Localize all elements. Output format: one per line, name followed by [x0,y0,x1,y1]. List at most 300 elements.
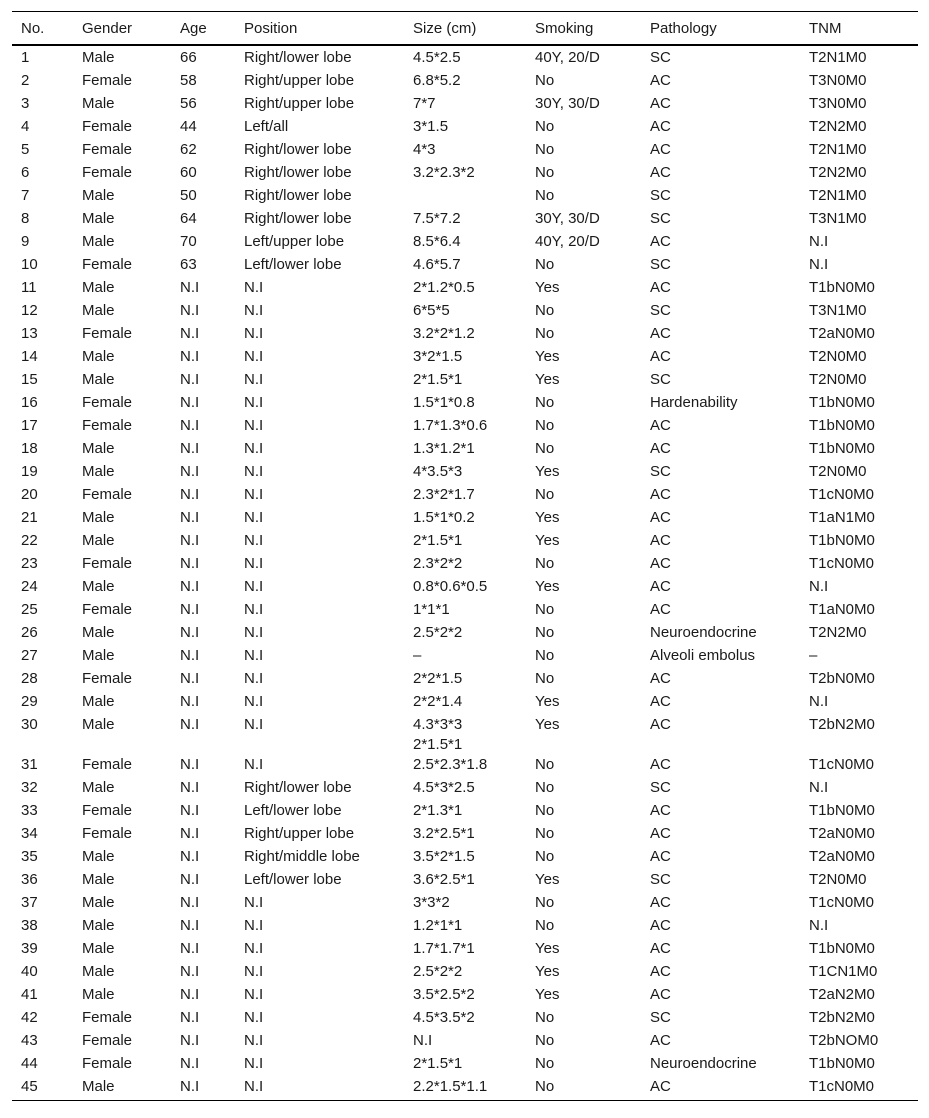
cell-no: 27 [21,647,38,664]
cell-smoking: No [535,440,555,457]
cell-position: N.I [244,917,264,934]
cell-size [404,1008,526,1031]
cell-position: Left/lower lobe [244,256,342,273]
cell-no: 17 [21,417,38,434]
size-value: 1*1*1 [413,601,450,618]
table-body [12,45,918,1101]
cell-size [404,554,526,577]
table-row [12,778,918,801]
cell-age: N.I [180,693,200,710]
cell-tnm: T1bN0M0 [809,394,875,411]
cell-size [404,232,526,255]
cell-pathology: AC [650,986,671,1003]
cell-size [404,893,526,916]
cell-position: N.I [244,325,264,342]
cell-tnm: T1cN0M0 [809,756,875,773]
cell-smoking: Yes [535,693,560,710]
cell-gender: Female [82,670,133,687]
cell-gender: Female [82,756,133,773]
cell-gender: Male [82,716,115,733]
cell-size [404,755,526,778]
table-row [12,324,918,347]
cell-no: 22 [21,532,38,549]
cell-position: N.I [244,509,264,526]
cell-gender: Female [82,1055,133,1072]
cell-size [404,600,526,623]
cell-no: 19 [21,463,38,480]
cell-tnm: T2N1M0 [809,141,867,158]
cell-position: N.I [244,532,264,549]
cell-gender: Male [82,233,115,250]
cell-position: Right/lower lobe [244,187,352,204]
cell-no: 44 [21,1055,38,1072]
cell-smoking: Yes [535,371,560,388]
cell-pathology: Neuroendocrine [650,624,757,641]
cell-size [404,209,526,232]
table-row [12,301,918,324]
cell-position: Right/lower lobe [244,164,352,181]
cell-age: N.I [180,601,200,618]
cell-smoking: No [535,555,555,572]
size-value: 2.3*2*1.7 [413,486,475,503]
cell-tnm: T2aN0M0 [809,848,875,865]
size-value: 3*2*1.5 [413,348,463,365]
cell-gender: Male [82,371,115,388]
size-value: 4.5*3.5*2 [413,1009,475,1026]
cell-no: 7 [21,187,30,204]
cell-age: N.I [180,371,200,388]
cell-gender: Female [82,486,133,503]
cell-size [404,255,526,278]
cell-age: N.I [180,848,200,865]
cell-gender: Male [82,871,115,888]
table-row [12,462,918,485]
cell-pathology: AC [650,716,671,733]
size-value: 2*1.5*1 [413,371,463,388]
size-value: 4*3 [413,141,436,158]
cell-gender: Male [82,95,115,112]
size-value: 1.7*1.7*1 [413,940,475,957]
cell-no: 28 [21,670,38,687]
cell-pathology: AC [650,486,671,503]
cell-smoking: Yes [535,532,560,549]
cell-smoking: No [535,325,555,342]
cell-tnm: T1bN0M0 [809,802,875,819]
cell-gender: Female [82,325,133,342]
cell-gender: Female [82,1009,133,1026]
cell-age: N.I [180,802,200,819]
table-row [12,916,918,939]
cell-tnm: T3N1M0 [809,210,867,227]
size-value: 2*2*1.4 [413,693,463,710]
cell-gender: Male [82,509,115,526]
cell-smoking: No [535,486,555,503]
table-row [12,646,918,669]
cell-position: N.I [244,1032,264,1049]
cell-position: N.I [244,440,264,457]
size-value: 1.5*1*0.8 [413,394,475,411]
cell-gender: Male [82,348,115,365]
cell-no: 26 [21,624,38,641]
cell-age: N.I [180,348,200,365]
table-row [12,755,918,778]
cell-age: 58 [180,72,197,89]
size-value: 2.5*2.3*1.8 [413,756,488,773]
patient-table [12,11,918,1101]
cell-position: N.I [244,601,264,618]
cell-age: N.I [180,1009,200,1026]
cell-smoking: 40Y, 20/D [535,233,600,250]
cell-position: N.I [244,348,264,365]
cell-no: 32 [21,779,38,796]
cell-no: 20 [21,486,38,503]
cell-no: 11 [21,279,37,296]
cell-size [404,824,526,847]
cell-no: 45 [12,1077,73,1101]
cell-size [404,71,526,94]
cell-position: N.I [244,578,264,595]
cell-tnm: T2aN0M0 [809,825,875,842]
table-row [12,140,918,163]
table-row [12,577,918,600]
table-row [12,416,918,439]
table-row [12,71,918,94]
cell-smoking: No [535,848,555,865]
cell-size [404,715,526,755]
cell-smoking: No [535,670,555,687]
cell-gender: Female [82,72,133,89]
cell-size [404,623,526,646]
cell-tnm: T2N2M0 [809,164,867,181]
size-value: 3*1.5 [413,118,449,135]
cell-smoking: 30Y, 30/D [535,95,600,112]
cell-smoking: No [535,256,555,273]
cell-no: 10 [21,256,38,273]
cell-smoking: No [535,894,555,911]
cell-tnm: T2N2M0 [809,118,867,135]
table-row [12,715,918,755]
cell-position: Right/upper lobe [244,72,355,89]
cell-tnm: T1cN0M0 [809,555,875,572]
table-row [12,824,918,847]
table-row [12,600,918,623]
cell-tnm: T1bN0M0 [809,440,875,457]
cell-pathology: AC [650,848,671,865]
cell-smoking: Yes [535,279,560,296]
cell-smoking: No [535,302,555,319]
size-value: 2.5*2*2 [413,963,463,980]
cell-position: Left/lower lobe [244,871,342,888]
table-row [12,531,918,554]
cell-gender: Male [82,917,115,934]
table-row [12,1008,918,1031]
cell-position: N.I [244,647,264,664]
cell-tnm: T2N2M0 [809,624,867,641]
cell-size [404,531,526,554]
cell-smoking: No [535,647,555,664]
cell-pathology: AC [650,802,671,819]
cell-pathology: AC [650,95,671,112]
cell-no: 24 [21,578,38,595]
table-header [12,12,918,46]
cell-position: Right/lower lobe [244,210,352,227]
cell-size [404,692,526,715]
cell-position: Left/lower lobe [244,802,342,819]
cell-position: Right/upper lobe [244,825,355,842]
table-row [12,94,918,117]
cell-age: N.I [180,417,200,434]
cell-size [404,393,526,416]
cell-gender: Female [82,394,133,411]
cell-position: N.I [244,940,264,957]
cell-no: 35 [21,848,38,865]
cell-gender: Male [82,894,115,911]
column-header-tnm: TNM [800,12,918,46]
cell-age: N.I [180,624,200,641]
table-row [12,893,918,916]
cell-tnm: T3N0M0 [809,95,867,112]
cell-tnm: N.I [809,779,829,796]
cell-gender: Female [82,555,133,572]
cell-no: 21 [21,509,38,526]
cell-tnm: T2bNOM0 [809,1032,879,1049]
table-row [12,347,918,370]
table-row [12,554,918,577]
cell-pathology: AC [650,963,671,980]
cell-age: N.I [180,509,200,526]
cell-tnm: T2N0M0 [809,463,867,480]
cell-pathology: AC [650,141,671,158]
cell-no: 41 [21,986,38,1003]
cell-tnm: T1bN0M0 [809,417,875,434]
size-value: 6*5*5 [413,302,450,319]
column-header-no: No. [12,12,73,46]
cell-smoking: No [535,164,555,181]
cell-smoking: No [535,756,555,773]
cell-tnm: – [809,647,818,664]
table-row [12,45,918,71]
cell-size [404,646,526,669]
cell-smoking: No [535,802,555,819]
cell-position: N.I [244,302,264,319]
cell-age: 44 [180,118,197,135]
cell-pathology: AC [650,825,671,842]
cell-gender: Male [82,779,115,796]
cell-position: N.I [244,371,264,388]
cell-position: N.I [244,894,264,911]
cell-pathology: AC [650,417,671,434]
cell-size [404,186,526,209]
cell-pathology: AC [650,348,671,365]
cell-smoking: Yes [535,509,560,526]
size-value: 3.5*2.5*2 [413,986,475,1003]
cell-position: Left/upper lobe [244,233,345,250]
cell-smoking: No [535,118,555,135]
cell-gender: Female [82,141,133,158]
cell-no: 39 [21,940,38,957]
cell-tnm: T1bN0M0 [809,940,875,957]
table-row [12,508,918,531]
cell-no: 9 [21,233,30,250]
cell-pathology: SC [650,302,671,319]
cell-pathology: AC [650,164,671,181]
cell-size [404,985,526,1008]
cell-position: N.I [244,756,264,773]
cell-pathology: AC [650,440,671,457]
cell-pathology: SC [650,49,671,66]
cell-smoking: No [535,1032,555,1049]
cell-tnm: T2bN2M0 [809,1009,875,1026]
cell-gender: Male [82,624,115,641]
cell-smoking: No [535,601,555,618]
cell-age: 62 [180,141,197,158]
cell-position: N.I [235,1077,404,1101]
cell-age: 50 [180,187,197,204]
cell-size [404,324,526,347]
cell-no: 40 [21,963,38,980]
cell-no: 15 [21,371,38,388]
cell-gender: Male [82,279,115,296]
cell-pathology: SC [650,187,671,204]
cell-age: N.I [180,532,200,549]
cell-position: Right/lower lobe [244,49,352,66]
cell-position: N.I [244,1055,264,1072]
size-value: 7.5*7.2 [413,210,461,227]
cell-no: 1 [21,49,30,66]
table-row [12,255,918,278]
cell-position: N.I [244,986,264,1003]
column-header-age: Age [171,12,235,46]
column-header-position: Position [235,12,404,46]
size-value: 2.2*1.5*1.1 [413,1078,488,1095]
cell-gender: Female [82,1032,133,1049]
cell-gender: Female [82,825,133,842]
cell-pathology: AC [650,894,671,911]
size-value: – [413,647,422,664]
cell-pathology: SC [650,256,671,273]
table-row [12,485,918,508]
cell-no: 42 [21,1009,38,1026]
cell-position: Right/lower lobe [244,141,352,158]
cell-no: 2 [21,72,30,89]
cell-tnm: T1CN1M0 [809,963,878,980]
table-row [12,962,918,985]
cell-age: N.I [180,555,200,572]
cell-size [404,140,526,163]
cell-gender: Male [73,1077,171,1101]
cell-tnm: N.I [809,578,829,595]
cell-pathology: AC [650,756,671,773]
cell-pathology: SC [650,871,671,888]
cell-smoking: Yes [535,963,560,980]
table-row [12,692,918,715]
table-row [12,801,918,824]
cell-age: N.I [180,279,200,296]
cell-gender: Male [82,210,115,227]
cell-smoking: No [535,1055,555,1072]
cell-position: N.I [244,670,264,687]
cell-size [404,847,526,870]
size-value: 2*1.5*1 [413,736,463,753]
cell-pathology: SC [650,210,671,227]
cell-no: 30 [21,716,38,733]
cell-pathology: Alveoli embolus [650,647,756,664]
size-value: 1.7*1.3*0.6 [413,417,488,434]
cell-tnm: N.I [809,233,829,250]
table-row [12,985,918,1008]
cell-size [404,870,526,893]
cell-tnm: T1cN0M0 [809,486,875,503]
size-value: 6.8*5.2 [413,72,461,89]
cell-position: N.I [244,486,264,503]
cell-tnm: T1aN0M0 [809,601,875,618]
cell-gender: Male [82,187,115,204]
column-header-gender: Gender [73,12,171,46]
table-row [12,669,918,692]
cell-size [404,1031,526,1054]
size-value: 2*1.2*0.5 [413,279,475,296]
cell-pathology: AC [650,917,671,934]
cell-smoking: Yes [535,716,560,733]
cell-gender: Male [82,940,115,957]
cell-no: 12 [21,302,38,319]
cell-tnm: T2N0M0 [809,371,867,388]
cell-size [404,939,526,962]
cell-age: 63 [180,256,197,273]
cell-pathology: AC [650,118,671,135]
cell-no: 37 [21,894,38,911]
cell-age: N.I [180,1055,200,1072]
size-value: 2*1.5*1 [413,532,463,549]
table-row [12,117,918,140]
cell-age: 64 [180,210,197,227]
size-value: 3.2*2.5*1 [413,825,475,842]
cell-pathology: AC [650,670,671,687]
size-value: 0.8*0.6*0.5 [413,578,488,595]
cell-age: N.I [180,670,200,687]
cell-no: 3 [21,95,30,112]
cell-pathology: AC [650,578,671,595]
cell-smoking: No [535,394,555,411]
cell-age: 70 [180,233,197,250]
cell-smoking: No [535,779,555,796]
cell-pathology: SC [650,463,671,480]
cell-gender: Male [82,49,115,66]
cell-age: 56 [180,95,197,112]
size-value: 1.2*1*1 [413,917,463,934]
size-value: 2.3*2*2 [413,555,463,572]
cell-no: 38 [21,917,38,934]
cell-tnm: T2N0M0 [809,871,867,888]
cell-smoking: No [535,187,555,204]
cell-no: 33 [21,802,38,819]
size-value: 3.5*2*1.5 [413,848,475,865]
cell-no: 16 [21,394,38,411]
cell-tnm: T2bN0M0 [809,670,875,687]
cell-tnm: T2aN2M0 [809,986,875,1003]
cell-smoking: No [535,72,555,89]
cell-pathology: AC [650,279,671,296]
size-value: 4.5*3*2.5 [413,779,475,796]
cell-pathology: AC [650,1032,671,1049]
cell-size [404,962,526,985]
size-value: 2*2*1.5 [413,670,463,687]
column-header-pathology: Pathology [641,12,800,46]
cell-size [404,778,526,801]
cell-size [404,278,526,301]
cell-position: N.I [244,716,264,733]
table-row [12,393,918,416]
